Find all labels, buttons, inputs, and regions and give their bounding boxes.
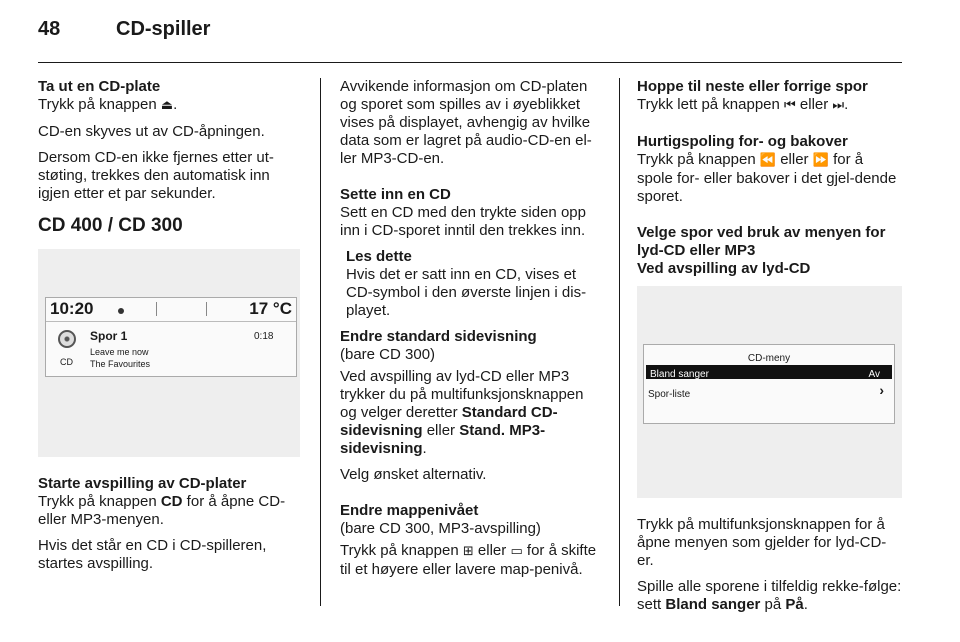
track-name: Spor 1: [90, 329, 128, 343]
folder-down-icon: ▭: [510, 544, 523, 559]
elapsed-time: 0:18: [254, 331, 274, 342]
eject-icon: ⏏: [160, 98, 174, 113]
folder-subtitle: (bare CD 300, MP3-avspilling): [340, 520, 541, 537]
previous-track-icon: ⏮: [784, 98, 796, 113]
shuffle-option: Bland sanger: [665, 596, 761, 613]
folder-up-icon: ⊞: [462, 544, 474, 559]
divider: [46, 321, 296, 322]
ff-text: Trykk på knappen ⏪ eller ⏩ for å spole for- eller bakover i det gjel-dende sporet.: [637, 151, 897, 205]
skip-text: Trykk lett på knappen ⏮ eller ⏭.: [637, 96, 849, 113]
heading-skip-track: Hoppe til neste eller forrige spor: [637, 78, 868, 95]
cd-menu-screen: [643, 344, 895, 424]
paragraph: Hvis det står en CD i CD-spilleren, startes avspilling.: [38, 537, 267, 572]
column-3: [637, 78, 902, 622]
section-title: CD 400 / CD 300: [38, 215, 183, 236]
column-divider: [320, 78, 321, 606]
menu-item-value: Av: [868, 369, 880, 380]
view-text: Ved avspilling av lyd-CD eller MP3 trykker du på multifunksjonsknappen og velger deretter Standard CD-sidevisning eller Stand. MP3-sidevisning.: [340, 368, 584, 457]
menu-illustration: [637, 286, 902, 498]
divider: [206, 302, 207, 316]
start-text: Trykk på knappen CD for å åpne CD-eller MP3-menyen.: [38, 493, 286, 528]
note-box: [340, 248, 602, 320]
view-subtitle: (bare CD 300): [340, 346, 436, 363]
column-divider: [619, 78, 620, 606]
option-standard-mp3: Stand. MP3-sidevisning: [340, 422, 546, 457]
cd-disc-icon: [58, 330, 76, 348]
display-temperature: 17 °C: [249, 299, 292, 318]
paragraph: Sett en CD med den trykte siden opp inn i CD-sporet inntil den trekkes inn.: [340, 204, 586, 239]
note-text: Hvis det er satt inn en CD, vises et CD-symbol i den øverste linjen i dis-playet.: [346, 266, 587, 319]
heading-fast-forward: Hurtigspoling for- og bakover: [637, 133, 848, 150]
cd-key: CD: [160, 493, 183, 510]
display-illustration: [38, 249, 300, 457]
heading-eject: Ta ut en CD-plate: [38, 78, 161, 95]
column-1: [38, 78, 300, 581]
cd-indicator-icon: [118, 308, 124, 314]
display-screen: [45, 297, 297, 377]
menu-item-track-list: Spor-liste: [648, 389, 691, 400]
page-number: 48: [38, 18, 61, 40]
fast-forward-icon: ⏩: [812, 153, 829, 168]
heading-default-view: Endre standard sidevisning: [340, 328, 537, 345]
paragraph: Dersom CD-en ikke fjernes etter ut-støting, trekkes den automatisk inn igjen etter et par sekunder.: [38, 149, 274, 202]
next-track-icon: ⏭: [832, 98, 845, 113]
display-clock: 10:20: [50, 299, 94, 318]
header-rule: [38, 62, 902, 63]
folder-text: Trykk på knappen ⊞ eller ▭ for å skifte til et høyere eller lavere map-penivå.: [340, 542, 597, 578]
rewind-icon: ⏪: [759, 153, 777, 168]
shuffle-text: Spille alle sporene i tilfeldig rekke-følge: sett Bland sanger på På.: [637, 578, 902, 613]
heading-insert-cd: Sette inn en CD: [340, 186, 451, 203]
page-title: CD-spiller: [116, 18, 211, 40]
divider: [156, 302, 157, 316]
option-standard-cd: Standard CD-sidevisning: [340, 404, 558, 439]
artist-name: The Favourites: [90, 359, 151, 369]
page-header: [38, 18, 210, 41]
heading-folder-level: Endre mappenivået: [340, 502, 479, 519]
heading-start-playback: Starte avspilling av CD-plater: [38, 475, 247, 492]
paragraph: Trykk på multifunksjonsknappen for å åpne menyen som gjelder for lyd-CD-er.: [637, 516, 887, 569]
shuffle-value: På: [785, 596, 804, 613]
paragraph: Avvikende informasjon om CD-platen og sporet som spilles av i øyeblikket vises på displayet, avhengig av hvilke data som er lagret på audio-CD-en el-ler MP3-CD-en.: [340, 78, 592, 167]
menu-item-shuffle: [646, 365, 892, 379]
eject-text: Trykk på knappen ⏏.: [38, 96, 178, 113]
heading-audio-cd: Ved avspilling av lyd-CD: [637, 260, 811, 277]
paragraph: Velg ønsket alternativ.: [340, 466, 487, 483]
source-label: CD: [60, 357, 73, 367]
song-title: Leave me now: [90, 347, 149, 357]
heading-track-menu: Velge spor ved bruk av menyen for lyd-CD eller MP3: [637, 224, 886, 259]
menu-item-label: Bland sanger: [650, 369, 709, 380]
menu-title: CD-meny: [747, 353, 791, 364]
paragraph: CD-en skyves ut av CD-åpningen.: [38, 123, 265, 140]
column-2: [340, 78, 602, 587]
note-title: Les dette: [346, 248, 412, 265]
chevron-right-icon: ›: [879, 382, 884, 398]
